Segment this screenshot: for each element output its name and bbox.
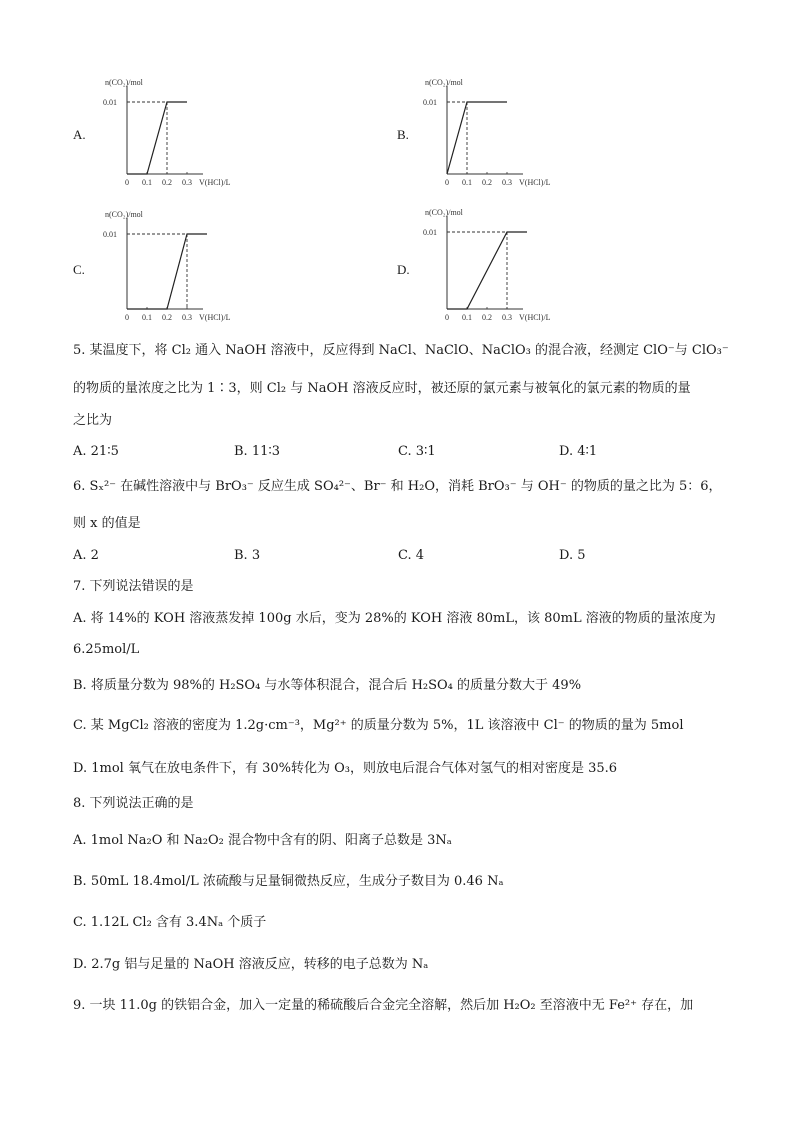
q7-option-d: D. 1mol 氧气在放电条件下，有 30%转化为 O₃，则放电后混合气体对氢气的相对密度是 35.6 [73, 761, 618, 776]
chart-b-letter: B. [397, 127, 409, 142]
q6-option-d: D. 5 [559, 548, 586, 563]
x-tick-label: 0 [125, 178, 129, 187]
q6-option-b: B. 3 [234, 548, 261, 563]
q7-option-b: B. 将质量分数为 98%的 H₂SO₄ 与水等体积混合，混合后 H₂SO₄ 的质量分数大于 49% [73, 678, 582, 693]
q5-line-3: 之比为 [73, 413, 113, 428]
x-tick-label: 0 [445, 313, 449, 322]
x-tick-label: 0.3 [182, 313, 192, 322]
q6-option-a: A. 2 [73, 548, 99, 563]
x-tick-label: 0.1 [142, 178, 152, 187]
x-axis-label: V(HCl)/L [519, 178, 551, 187]
x-tick-label: 0.3 [502, 178, 512, 187]
series-line [127, 234, 207, 309]
y-axis-label: n(CO₂)/mol [425, 208, 463, 217]
x-tick-label: 0.1 [462, 313, 472, 322]
chart-a-letter: A. [73, 127, 86, 142]
chart-d [415, 208, 605, 325]
x-tick-label: 0.2 [162, 178, 172, 187]
chart-b [415, 78, 605, 190]
q6-line-1: 6. Sₓ²⁻ 在碱性溶液中与 BrO₃⁻ 反应生成 SO₄²⁻、Br⁻ 和 H₂O，消耗 BrO₃⁻ 与 OH⁻ 的物质的量之比为 5：6， [73, 479, 722, 494]
chart-a [95, 78, 285, 190]
series-line [447, 102, 507, 174]
y-axis-label: n(CO₂)/mol [105, 210, 143, 219]
x-axis-label: V(HCl)/L [519, 313, 551, 322]
y-axis-label: n(CO₂)/mol [105, 78, 143, 87]
q6-option-c: C. 4 [398, 548, 425, 563]
x-tick-label: 0 [445, 178, 449, 187]
q8-option-a: A. 1mol Na₂O 和 Na₂O₂ 混合物中含有的阴、阳离子总数是 3Nₐ [73, 833, 452, 848]
q9-line-1: 9. 一块 11.0g 的铁铝合金，加入一定量的稀硫酸后合金完全溶解，然后加 H₂O₂ 至溶液中无 Fe²⁺ 存在，加 [73, 998, 694, 1013]
series-line [447, 232, 527, 309]
x-tick-label: 0.1 [462, 178, 472, 187]
q5-option-a: A. 21∶5 [73, 444, 119, 459]
y-tick-label: 0.01 [103, 98, 117, 107]
q6-line-2: 则 x 的值是 [73, 516, 141, 531]
q5-line-1: 5. 某温度下，将 Cl₂ 通入 NaOH 溶液中，反应得到 NaCl、NaClO、NaClO₃ 的混合液，经测定 ClO⁻与 ClO₃⁻ [73, 343, 729, 358]
y-tick-label: 0.01 [423, 98, 437, 107]
chart-c-letter: C. [73, 262, 85, 277]
chart-c [95, 210, 285, 325]
y-axis-label: n(CO₂)/mol [425, 78, 463, 87]
q8-option-c: C. 1.12L Cl₂ 含有 3.4Nₐ 个质子 [73, 915, 267, 930]
q8-stem: 8. 下列说法正确的是 [73, 796, 194, 811]
q7-option-a-line-2: 6.25mol/L [73, 642, 140, 657]
x-tick-label: 0 [125, 313, 129, 322]
q8-option-b: B. 50mL 18.4mol/L 浓硫酸与足量铜微热反应，生成分子数目为 0.46 Nₐ [73, 874, 504, 889]
q7-option-c: C. 某 MgCl₂ 溶液的密度为 1.2g·cm⁻³，Mg²⁺ 的质量分数为 5%，1L 该溶液中 Cl⁻ 的物质的量为 5mol [73, 718, 684, 733]
x-tick-label: 0.3 [182, 178, 192, 187]
x-tick-label: 0.1 [142, 313, 152, 322]
x-tick-label: 0.2 [482, 313, 492, 322]
q8-option-d: D. 2.7g 铝与足量的 NaOH 溶液反应，转移的电子总数为 Nₐ [73, 957, 429, 972]
q5-option-c: C. 3∶1 [398, 444, 436, 459]
x-tick-label: 0.3 [502, 313, 512, 322]
y-tick-label: 0.01 [423, 228, 437, 237]
x-tick-label: 0.2 [162, 313, 172, 322]
q5-option-d: D. 4∶1 [559, 444, 598, 459]
x-tick-label: 0.2 [482, 178, 492, 187]
q5-line-2: 的物质的量浓度之比为 1∶3，则 Cl₂ 与 NaOH 溶液反应时，被还原的氯元素与被氧化的氯元素的物质的量 [73, 381, 691, 396]
q7-stem: 7. 下列说法错误的是 [73, 579, 194, 594]
x-axis-label: V(HCl)/L [199, 313, 231, 322]
series-line [127, 102, 187, 174]
y-tick-label: 0.01 [103, 230, 117, 239]
chart-d-letter: D. [397, 262, 410, 277]
x-axis-label: V(HCl)/L [199, 178, 231, 187]
q5-option-b: B. 11∶3 [234, 444, 281, 459]
q7-option-a-line-1: A. 将 14%的 KOH 溶液蒸发掉 100g 水后，变为 28%的 KOH 溶液 80mL，该 80mL 溶液的物质的量浓度为 [73, 611, 716, 626]
